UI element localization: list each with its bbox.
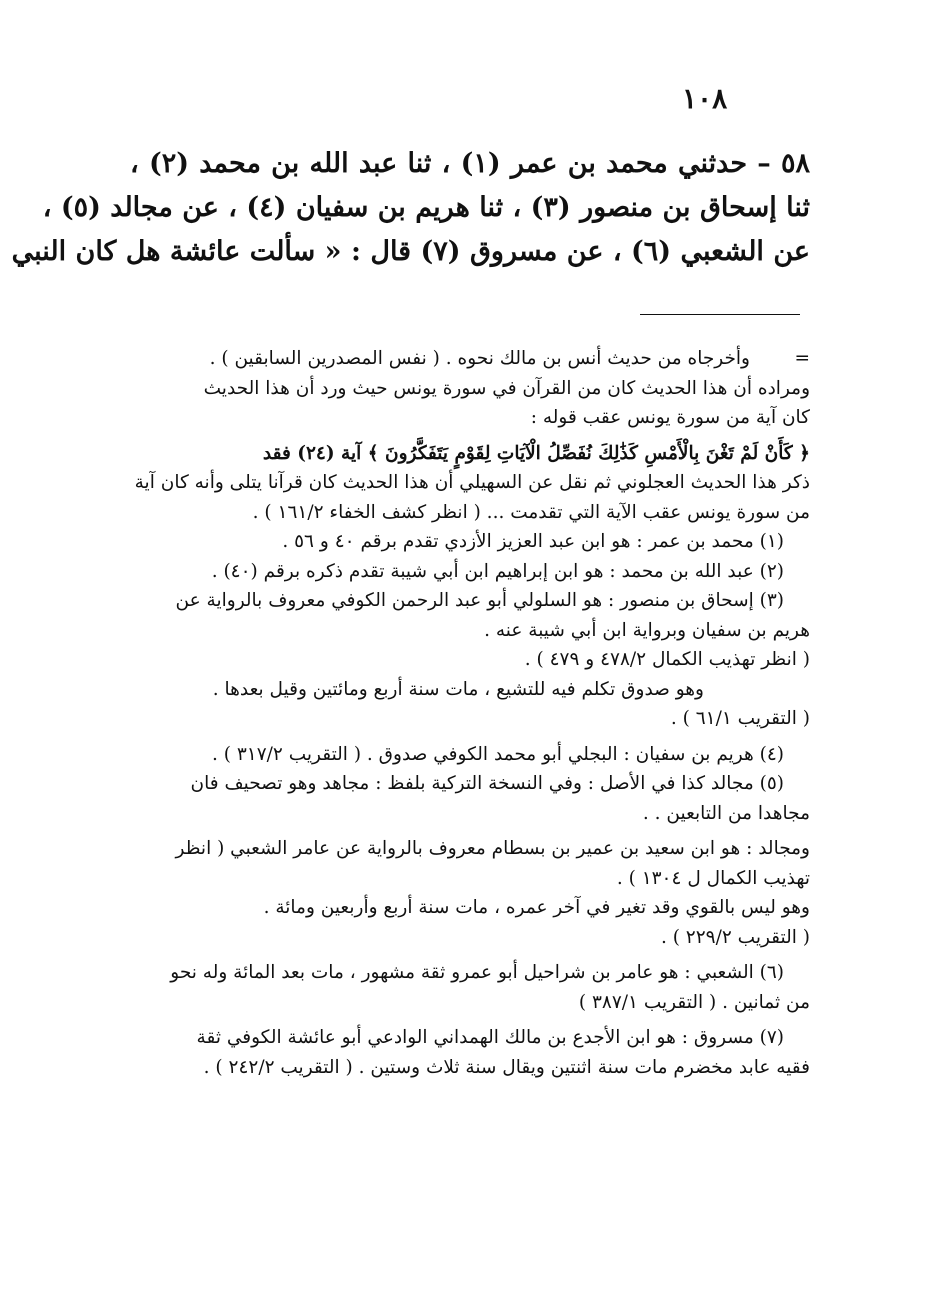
footnote-line	[134, 344, 810, 374]
hadith-text	[11, 142, 811, 274]
footnotes	[134, 344, 810, 1082]
footnote-line: ( انظر تهذيب الكمال ٤٧٨/٢ و ٤٧٩ ) .	[524, 649, 810, 670]
footnote-line: ومجالد : هو ابن سعيد بن عمير بن بسطام معروف بالرواية عن عامر الشعبي ( انظر	[175, 838, 810, 859]
footnote-1: (١) محمد بن عمر : هو ابن عبد العزيز الأزدي تقدم برقم ٤٠ و ٥٦ .	[282, 531, 784, 552]
hadith-line: ٥٨ – حدثني محمد بن عمر (١) ، ثنا عبد الله بن محمد (٢) ،	[130, 148, 811, 179]
continuation-mark: =	[794, 348, 810, 369]
footnote-3: (٣) إسحاق بن منصور : هو السلولي أبو عبد الرحمن الكوفي معروف بالرواية عن	[175, 590, 784, 611]
quran-verse-line: ﴿ كَأَنْ لَمْ تَغْنَ بِالْأَمْسِ كَذَٰلِكَ نُفَصِّلُ الْآيَاتِ لِقَوْمٍ يَتَفَكَّرُونَ ﴾ آية (٢٤) فقد	[262, 442, 810, 464]
footnote-7: (٧) مسروق : هو ابن الأجدع بن مالك الهمداني الوادعي أبو عائشة الكوفي ثقة	[196, 1027, 784, 1048]
footnote-line: ومراده أن هذا الحديث كان من القرآن في سورة يونس حيث ورد أن هذا الحديث	[203, 377, 810, 399]
footnote-line: مجاهدا من التابعين . .	[642, 802, 810, 824]
page-number: ١٠٨	[682, 82, 728, 115]
footnote-line: ( التقريب ٢٢٩/٢ ) .	[660, 926, 810, 948]
footnote-5: (٥) مجالد كذا في الأصل : وفي النسخة التركية بلفظ : مجاهد وهو تصحيف فان	[190, 773, 784, 794]
footnote-line: من سورة يونس عقب الآية التي تقدمت ... ( انظر كشف الخفاء ١٦١/٢ ) .	[252, 501, 810, 523]
footnote-line: ( التقريب ٦١/١ ) .	[670, 708, 810, 729]
hadith-line: ثنا إسحاق بن منصور (٣) ، ثنا هريم بن سفيان (٤) ، عن مجالد (٥) ،	[42, 192, 810, 223]
footnote-text: وأخرجاه من حديث أنس بن مالك نحوه . ( نفس المصدرين السابقين ) .	[209, 348, 750, 369]
footnote-line: تهذيب الكمال ل ١٣٠٤ ) .	[616, 867, 810, 889]
footnote-line: وهو صدوق تكلم فيه للتشيع ، مات سنة أربع ومائتين وقيل بعدها .	[212, 678, 704, 700]
hadith-line: عن الشعبي (٦) ، عن مسروق (٧) قال : « سألت عائشة هل كان النبي	[11, 236, 810, 267]
footnote-4: (٤) هريم بن سفيان : البجلي أبو محمد الكوفي صدوق . ( التقريب ٣١٧/٢ ) .	[211, 743, 784, 765]
footnote-line: ذكر هذا الحديث العجلوني ثم نقل عن السهيلي أن هذا الحديث كان قرآنا يتلى وأنه كان آية	[134, 472, 810, 493]
footnote-line: وهو ليس بالقوي وقد تغير في آخر عمره ، مات سنة أربع وأربعين ومائة .	[263, 897, 810, 918]
footnote-6: (٦) الشعبي : هو عامر بن شراحيل أبو عمرو ثقة مشهور ، مات بعد المائة وله نحو	[170, 962, 784, 983]
footnote-2: (٢) عبد الله بن محمد : هو ابن إبراهيم ابن أبي شيبة تقدم ذكره برقم (٤٠) .	[211, 560, 784, 582]
footnote-line: هريم بن سفيان وبرواية ابن أبي شيبة عنه .	[484, 619, 810, 641]
footnote-line: من ثمانين . ( التقريب ٣٨٧/١ )	[578, 991, 810, 1013]
footnote-line: فقيه عابد مخضرم مات سنة اثنتين ويقال سنة ثلاث وستين . ( التقريب ٢٤٢/٢ ) .	[203, 1056, 810, 1078]
footnote-line: كان آية من سورة يونس عقب قوله :	[530, 407, 810, 428]
footnote-separator	[640, 314, 800, 315]
